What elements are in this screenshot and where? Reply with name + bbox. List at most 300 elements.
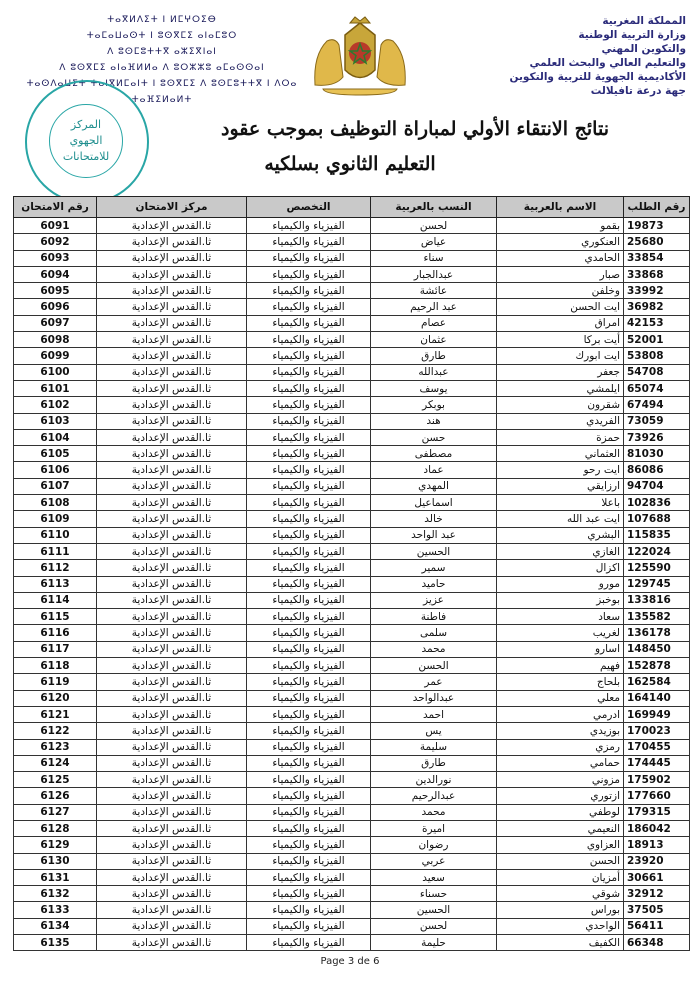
table-row <box>14 413 690 429</box>
exam-number-cell: 6118 <box>14 658 97 674</box>
specialty-cell: الفيزياء والكيمياء <box>247 266 371 282</box>
request-number-cell: 19873 <box>624 218 690 234</box>
exam-center-cell: ثا.القدس الإعدادية <box>97 446 247 462</box>
last-name-cell: طارق <box>371 348 497 364</box>
request-number-cell: 102836 <box>624 495 690 511</box>
exam-number-cell: 6106 <box>14 462 97 478</box>
last-name-cell: محمد <box>371 641 497 657</box>
request-number-cell: 18913 <box>624 837 690 853</box>
first-name-cell: شقرون <box>497 397 624 413</box>
first-name-cell: الحسن <box>497 853 624 869</box>
table-row <box>14 772 690 788</box>
request-number-cell: 25680 <box>624 234 690 250</box>
first-name-cell: شوقي <box>497 886 624 902</box>
first-name-cell: الكفيف <box>497 935 624 951</box>
first-name-cell: بقمو <box>497 218 624 234</box>
first-name-cell: بوخبز <box>497 592 624 608</box>
exam-center-cell: ثا.القدس الإعدادية <box>97 348 247 364</box>
exam-number-cell: 6100 <box>14 364 97 380</box>
last-name-cell: حاميد <box>371 576 497 592</box>
request-number-cell: 73926 <box>624 429 690 445</box>
table-row <box>14 625 690 641</box>
col-header: الاسم بالعربية <box>497 197 624 218</box>
tifinagh-line: ⵜⴰⵎⴰⵡⴰⵙⵜ ⵏ ⵓⵙⴳⵎⵉ ⴰⵏⴰⵎⵓⵔ <box>86 31 238 41</box>
specialty-cell: الفيزياء والكيمياء <box>247 935 371 951</box>
exam-center-cell: ثا.القدس الإعدادية <box>97 234 247 250</box>
table-row <box>14 576 690 592</box>
specialty-cell: الفيزياء والكيمياء <box>247 332 371 348</box>
exam-center-cell: ثا.القدس الإعدادية <box>97 364 247 380</box>
exam-number-cell: 6096 <box>14 299 97 315</box>
stamp-line: الجهوي <box>69 134 103 147</box>
specialty-cell: الفيزياء والكيمياء <box>247 413 371 429</box>
exam-number-cell: 6131 <box>14 869 97 885</box>
specialty-cell: الفيزياء والكيمياء <box>247 788 371 804</box>
exam-center-cell: ثا.القدس الإعدادية <box>97 886 247 902</box>
specialty-cell: الفيزياء والكيمياء <box>247 462 371 478</box>
first-name-cell: بوزيدي <box>497 723 624 739</box>
exam-center-cell: ثا.القدس الإعدادية <box>97 250 247 266</box>
request-number-cell: 33854 <box>624 250 690 266</box>
last-name-cell: عبدالجبار <box>371 266 497 282</box>
specialty-cell: الفيزياء والكيمياء <box>247 397 371 413</box>
exam-number-cell: 6097 <box>14 315 97 331</box>
first-name-cell: حمزة <box>497 429 624 445</box>
last-name-cell: هند <box>371 413 497 429</box>
table-row <box>14 511 690 527</box>
table-row <box>14 478 690 494</box>
exam-number-cell: 6108 <box>14 495 97 511</box>
exam-number-cell: 6114 <box>14 592 97 608</box>
first-name-cell: لوطفي <box>497 804 624 820</box>
first-name-cell: رمزي <box>497 739 624 755</box>
last-name-cell: سناء <box>371 250 497 266</box>
exam-center-cell: ثا.القدس الإعدادية <box>97 462 247 478</box>
exam-center-cell: ثا.القدس الإعدادية <box>97 918 247 934</box>
request-number-cell: 148450 <box>624 641 690 657</box>
exam-center-cell: ثا.القدس الإعدادية <box>97 723 247 739</box>
page-title: نتائج الانتقاء الأولي لمباراة التوظيف بموجب عقود <box>221 118 609 140</box>
specialty-cell: الفيزياء والكيمياء <box>247 609 371 625</box>
request-number-cell: 133816 <box>624 592 690 608</box>
exam-number-cell: 6091 <box>14 218 97 234</box>
table-row <box>14 609 690 625</box>
last-name-cell: المهدي <box>371 478 497 494</box>
first-name-cell: الفريدي <box>497 413 624 429</box>
request-number-cell: 53808 <box>624 348 690 364</box>
first-name-cell: حمامي <box>497 755 624 771</box>
exam-number-cell: 6121 <box>14 706 97 722</box>
first-name-cell: النعيمي <box>497 820 624 836</box>
specialty-cell: الفيزياء والكيمياء <box>247 723 371 739</box>
last-name-cell: مصطفى <box>371 446 497 462</box>
last-name-cell: الحسين <box>371 902 497 918</box>
request-number-cell: 32912 <box>624 886 690 902</box>
first-name-cell: مورو <box>497 576 624 592</box>
specialty-cell: الفيزياء والكيمياء <box>247 234 371 250</box>
request-number-cell: 170023 <box>624 723 690 739</box>
last-name-cell: عثمان <box>371 332 497 348</box>
first-name-cell: الواحدي <box>497 918 624 934</box>
header-arabic <box>436 14 686 98</box>
last-name-cell: حليمة <box>371 935 497 951</box>
exam-number-cell: 6133 <box>14 902 97 918</box>
table-row <box>14 283 690 299</box>
request-number-cell: 169949 <box>624 706 690 722</box>
first-name-cell: جعفر <box>497 364 624 380</box>
first-name-cell: الحامدي <box>497 250 624 266</box>
exam-center-cell: ثا.القدس الإعدادية <box>97 658 247 674</box>
specialty-cell: الفيزياء والكيمياء <box>247 348 371 364</box>
table-body <box>14 218 690 951</box>
last-name-cell: حسناء <box>371 886 497 902</box>
table-row <box>14 397 690 413</box>
exam-number-cell: 6107 <box>14 478 97 494</box>
specialty-cell: الفيزياء والكيمياء <box>247 625 371 641</box>
first-name-cell: العثماني <box>497 446 624 462</box>
specialty-cell: الفيزياء والكيمياء <box>247 755 371 771</box>
specialty-cell: الفيزياء والكيمياء <box>247 886 371 902</box>
table-row <box>14 723 690 739</box>
specialty-cell: الفيزياء والكيمياء <box>247 739 371 755</box>
exam-center-cell: ثا.القدس الإعدادية <box>97 902 247 918</box>
first-name-cell: اسارو <box>497 641 624 657</box>
exam-number-cell: 6110 <box>14 527 97 543</box>
specialty-cell: الفيزياء والكيمياء <box>247 511 371 527</box>
exam-center-cell: ثا.القدس الإعدادية <box>97 413 247 429</box>
exam-number-cell: 6105 <box>14 446 97 462</box>
last-name-cell: الحسن <box>371 658 497 674</box>
exam-center-cell: ثا.القدس الإعدادية <box>97 576 247 592</box>
table-header-row <box>14 197 690 218</box>
last-name-cell: عبدالرحيم <box>371 788 497 804</box>
first-name-cell: ادرمي <box>497 706 624 722</box>
specialty-cell: الفيزياء والكيمياء <box>247 902 371 918</box>
table-row <box>14 462 690 478</box>
request-number-cell: 36982 <box>624 299 690 315</box>
exam-number-cell: 6092 <box>14 234 97 250</box>
first-name-cell: ايت رحو <box>497 462 624 478</box>
first-name-cell: باعلا <box>497 495 624 511</box>
exam-center-cell: ثا.القدس الإعدادية <box>97 625 247 641</box>
first-name-cell: بلحاج <box>497 674 624 690</box>
last-name-cell: نورالدين <box>371 772 497 788</box>
exam-center-cell: ثا.القدس الإعدادية <box>97 218 247 234</box>
request-number-cell: 186042 <box>624 820 690 836</box>
tifinagh-line: ⴷ ⵓⵙⵎⵓⵜⵜⴳ ⴰⵣⵉⴳⵏⴰⵏ <box>107 47 217 57</box>
request-number-cell: 33868 <box>624 266 690 282</box>
arabic-line: وزارة التربية الوطنية <box>578 29 686 41</box>
request-number-cell: 177660 <box>624 788 690 804</box>
exam-center-cell: ثا.القدس الإعدادية <box>97 397 247 413</box>
page-subtitle: التعليم الثانوي بسلكيه <box>264 153 436 175</box>
last-name-cell: سمير <box>371 560 497 576</box>
exam-number-cell: 6124 <box>14 755 97 771</box>
exam-center-cell: ثا.القدس الإعدادية <box>97 527 247 543</box>
request-number-cell: 122024 <box>624 543 690 559</box>
table-row <box>14 869 690 885</box>
table-row <box>14 853 690 869</box>
table-row <box>14 658 690 674</box>
first-name-cell: العنكوري <box>497 234 624 250</box>
specialty-cell: الفيزياء والكيمياء <box>247 315 371 331</box>
first-name-cell: اكزال <box>497 560 624 576</box>
table-row <box>14 299 690 315</box>
last-name-cell: عزيز <box>371 592 497 608</box>
specialty-cell: الفيزياء والكيمياء <box>247 674 371 690</box>
exam-number-cell: 6116 <box>14 625 97 641</box>
col-header: رقم الطلب <box>624 197 690 218</box>
exam-number-cell: 6135 <box>14 935 97 951</box>
request-number-cell: 23920 <box>624 853 690 869</box>
specialty-cell: الفيزياء والكيمياء <box>247 560 371 576</box>
exam-center-cell: ثا.القدس الإعدادية <box>97 935 247 951</box>
first-name-cell: العزاوي <box>497 837 624 853</box>
table-row <box>14 739 690 755</box>
request-number-cell: 56411 <box>624 918 690 934</box>
exam-number-cell: 6113 <box>14 576 97 592</box>
specialty-cell: الفيزياء والكيمياء <box>247 283 371 299</box>
last-name-cell: فاطنة <box>371 609 497 625</box>
request-number-cell: 170455 <box>624 739 690 755</box>
request-number-cell: 107688 <box>624 511 690 527</box>
coat-of-arms-icon <box>305 15 415 97</box>
exam-number-cell: 6093 <box>14 250 97 266</box>
last-name-cell: بوبكر <box>371 397 497 413</box>
tifinagh-line: ⴷ ⵓⵙⴳⵎⵉ ⴰⵏⴰⴼⵍⵍⴰ ⴷ ⵓⵔⵣⵣⵓ ⴰⵎⴰⵙⵙⴰⵏ <box>59 63 265 73</box>
first-name-cell: صبار <box>497 266 624 282</box>
specialty-cell: الفيزياء والكيمياء <box>247 543 371 559</box>
exam-center-cell: ثا.القدس الإعدادية <box>97 283 247 299</box>
last-name-cell: سلمى <box>371 625 497 641</box>
table-row <box>14 935 690 951</box>
first-name-cell: ارزايقي <box>497 478 624 494</box>
specialty-cell: الفيزياء والكيمياء <box>247 804 371 820</box>
last-name-cell: رضوان <box>371 837 497 853</box>
last-name-cell: عمر <box>371 674 497 690</box>
table-row <box>14 837 690 853</box>
page-number: Page 3 de 6 <box>320 956 380 967</box>
exam-number-cell: 6127 <box>14 804 97 820</box>
request-number-cell: 136178 <box>624 625 690 641</box>
table-row <box>14 446 690 462</box>
exam-center-cell: ثا.القدس الإعدادية <box>97 739 247 755</box>
specialty-cell: الفيزياء والكيمياء <box>247 837 371 853</box>
exam-center-cell: ثا.القدس الإعدادية <box>97 560 247 576</box>
last-name-cell: لحسن <box>371 218 497 234</box>
specialty-cell: الفيزياء والكيمياء <box>247 641 371 657</box>
request-number-cell: 135582 <box>624 609 690 625</box>
first-name-cell: ازتوري <box>497 788 624 804</box>
stamp-line: للامتحانات <box>62 150 110 163</box>
last-name-cell: الحسين <box>371 543 497 559</box>
table-row <box>14 218 690 234</box>
arabic-line: والتعليم العالي والبحث العلمي <box>529 57 686 69</box>
request-number-cell: 33992 <box>624 283 690 299</box>
exam-center-cell: ثا.القدس الإعدادية <box>97 543 247 559</box>
last-name-cell: عربي <box>371 853 497 869</box>
stamp-line: المركز <box>70 118 102 131</box>
results-table <box>13 196 690 951</box>
request-number-cell: 86086 <box>624 462 690 478</box>
last-name-cell: عصام <box>371 315 497 331</box>
tifinagh-line: ⵜⴰⴳⵍⴷⵉⵜ ⵏ ⵍⵎⵖⵔⵉⴱ <box>107 15 217 25</box>
col-header: التخصص <box>247 197 371 218</box>
tifinagh-line: ⵜⴰⵙⴷⴰⵡⵉⵜ ⵜⴰⵏⴳⵍⵎⴰⵏⵜ ⵏ ⵓⵙⴳⵎⵉ ⴷ ⵓⵙⵎⵓⵜⵜⴳ ⵏ ⴷⵔⴰ ⵜⴰⴼⵉⵍⴰⵍⵜ <box>26 79 298 105</box>
exam-center-cell: ثا.القدس الإعدادية <box>97 690 247 706</box>
specialty-cell: الفيزياء والكيمياء <box>247 853 371 869</box>
exam-center-cell: ثا.القدس الإعدادية <box>97 511 247 527</box>
request-number-cell: 67494 <box>624 397 690 413</box>
exam-number-cell: 6134 <box>14 918 97 934</box>
request-number-cell: 66348 <box>624 935 690 951</box>
first-name-cell: ايت ابورك <box>497 348 624 364</box>
first-name-cell: امراق <box>497 315 624 331</box>
exam-number-cell: 6101 <box>14 380 97 396</box>
table-row <box>14 804 690 820</box>
table-row <box>14 364 690 380</box>
last-name-cell: عائشة <box>371 283 497 299</box>
first-name-cell: ايت الحسن <box>497 299 624 315</box>
arabic-line: الأكاديمية الجهوية للتربية والتكوين <box>509 71 686 83</box>
exam-number-cell: 6094 <box>14 266 97 282</box>
exam-number-cell: 6128 <box>14 820 97 836</box>
col-header: مركز الامتحان <box>97 197 247 218</box>
arabic-line: والتكوين المهني <box>601 43 686 55</box>
first-name-cell: وخلفن <box>497 283 624 299</box>
exam-center-cell: ثا.القدس الإعدادية <box>97 820 247 836</box>
first-name-cell: البشري <box>497 527 624 543</box>
exam-number-cell: 6122 <box>14 723 97 739</box>
specialty-cell: الفيزياء والكيمياء <box>247 820 371 836</box>
first-name-cell: ايت عبد الله <box>497 511 624 527</box>
arabic-line: المملكة المغربية <box>602 15 686 27</box>
specialty-cell: الفيزياء والكيمياء <box>247 527 371 543</box>
exam-center-cell: ثا.القدس الإعدادية <box>97 706 247 722</box>
last-name-cell: عبدالواحد <box>371 690 497 706</box>
exam-center-cell: ثا.القدس الإعدادية <box>97 674 247 690</box>
table-row <box>14 266 690 282</box>
exam-number-cell: 6111 <box>14 543 97 559</box>
last-name-cell: عبد الواحد <box>371 527 497 543</box>
exam-number-cell: 6119 <box>14 674 97 690</box>
table-row <box>14 560 690 576</box>
exam-center-cell: ثا.القدس الإعدادية <box>97 478 247 494</box>
exam-number-cell: 6112 <box>14 560 97 576</box>
exam-center-cell: ثا.القدس الإعدادية <box>97 429 247 445</box>
exam-number-cell: 6123 <box>14 739 97 755</box>
request-number-cell: 94704 <box>624 478 690 494</box>
specialty-cell: الفيزياء والكيمياء <box>247 478 371 494</box>
exam-center-cell: ثا.القدس الإعدادية <box>97 804 247 820</box>
specialty-cell: الفيزياء والكيمياء <box>247 918 371 934</box>
last-name-cell: اسماعيل <box>371 495 497 511</box>
specialty-cell: الفيزياء والكيمياء <box>247 364 371 380</box>
request-number-cell: 152878 <box>624 658 690 674</box>
exam-number-cell: 6126 <box>14 788 97 804</box>
table-row <box>14 820 690 836</box>
table-row <box>14 527 690 543</box>
exam-center-cell: ثا.القدس الإعدادية <box>97 380 247 396</box>
request-number-cell: 52001 <box>624 332 690 348</box>
last-name-cell: اميرة <box>371 820 497 836</box>
table-row <box>14 641 690 657</box>
col-header: النسب بالعربية <box>371 197 497 218</box>
table-row <box>14 690 690 706</box>
last-name-cell: طارق <box>371 755 497 771</box>
exam-center-cell: ثا.القدس الإعدادية <box>97 755 247 771</box>
table-row <box>14 592 690 608</box>
request-number-cell: 81030 <box>624 446 690 462</box>
exam-center-cell: ثا.القدس الإعدادية <box>97 332 247 348</box>
last-name-cell: حسن <box>371 429 497 445</box>
exam-center-cell: ثا.القدس الإعدادية <box>97 853 247 869</box>
table-row <box>14 543 690 559</box>
exam-number-cell: 6109 <box>14 511 97 527</box>
exam-center-cell: ثا.القدس الإعدادية <box>97 788 247 804</box>
request-number-cell: 179315 <box>624 804 690 820</box>
last-name-cell: يوسف <box>371 380 497 396</box>
specialty-cell: الفيزياء والكيمياء <box>247 706 371 722</box>
last-name-cell: عماد <box>371 462 497 478</box>
request-number-cell: 162584 <box>624 674 690 690</box>
exam-number-cell: 6095 <box>14 283 97 299</box>
exam-center-cell: ثا.القدس الإعدادية <box>97 495 247 511</box>
specialty-cell: الفيزياء والكيمياء <box>247 250 371 266</box>
table-row <box>14 380 690 396</box>
table-row <box>14 706 690 722</box>
specialty-cell: الفيزياء والكيمياء <box>247 495 371 511</box>
table-row <box>14 886 690 902</box>
exam-number-cell: 6117 <box>14 641 97 657</box>
exam-center-cell: ثا.القدس الإعدادية <box>97 592 247 608</box>
table-row <box>14 674 690 690</box>
specialty-cell: الفيزياء والكيمياء <box>247 592 371 608</box>
request-number-cell: 164140 <box>624 690 690 706</box>
exam-center-cell: ثا.القدس الإعدادية <box>97 315 247 331</box>
last-name-cell: عياض <box>371 234 497 250</box>
first-name-cell: ايلمشي <box>497 380 624 396</box>
exam-number-cell: 6115 <box>14 609 97 625</box>
col-header: رقم الامتحان <box>14 197 97 218</box>
specialty-cell: الفيزياء والكيمياء <box>247 446 371 462</box>
last-name-cell: سليمة <box>371 739 497 755</box>
table-row <box>14 429 690 445</box>
official-stamp <box>25 80 149 204</box>
first-name-cell: لغريب <box>497 625 624 641</box>
specialty-cell: الفيزياء والكيمياء <box>247 380 371 396</box>
exam-center-cell: ثا.القدس الإعدادية <box>97 266 247 282</box>
request-number-cell: 125590 <box>624 560 690 576</box>
specialty-cell: الفيزياء والكيمياء <box>247 772 371 788</box>
first-name-cell: أمزيان <box>497 869 624 885</box>
specialty-cell: الفيزياء والكيمياء <box>247 429 371 445</box>
first-name-cell: سعاد <box>497 609 624 625</box>
exam-center-cell: ثا.القدس الإعدادية <box>97 609 247 625</box>
request-number-cell: 115835 <box>624 527 690 543</box>
request-number-cell: 175902 <box>624 772 690 788</box>
last-name-cell: لحسن <box>371 918 497 934</box>
last-name-cell: محمد <box>371 804 497 820</box>
exam-number-cell: 6125 <box>14 772 97 788</box>
last-name-cell: خالد <box>371 511 497 527</box>
last-name-cell: سعيد <box>371 869 497 885</box>
request-number-cell: 65074 <box>624 380 690 396</box>
first-name-cell: الغازي <box>497 543 624 559</box>
request-number-cell: 30661 <box>624 869 690 885</box>
exam-center-cell: ثا.القدس الإعدادية <box>97 869 247 885</box>
exam-center-cell: ثا.القدس الإعدادية <box>97 837 247 853</box>
